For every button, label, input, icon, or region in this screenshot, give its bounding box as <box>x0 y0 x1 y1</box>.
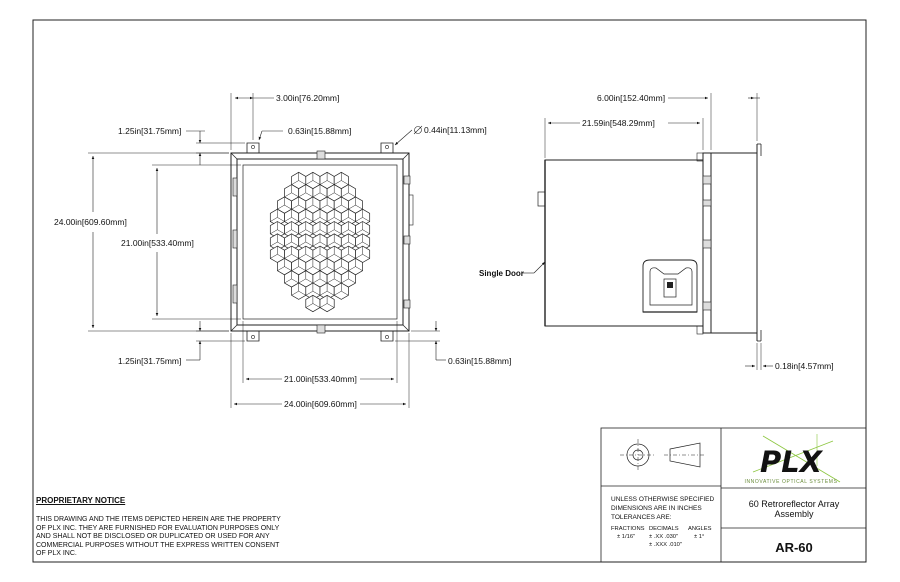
dim-inner-width: 21.00in[533.40mm] <box>284 374 357 384</box>
dim-left-flange: 1.25in[31.75mm] <box>118 126 182 136</box>
dim-tab-bottom: 0.63in[15.88mm] <box>448 356 512 366</box>
side-body <box>545 160 703 326</box>
svg-text:± 1°: ± 1° <box>694 534 705 540</box>
part-name: 60 Retroreflector Array <box>748 499 840 509</box>
dim-side-lip: 0.18in[4.57mm] <box>775 361 834 371</box>
svg-text:FRACTIONS: FRACTIONS <box>611 526 645 532</box>
handle-bracket <box>643 260 697 312</box>
svg-text:TOLERANCES ARE:: TOLERANCES ARE: <box>611 514 672 521</box>
svg-text:Assembly: Assembly <box>774 509 814 519</box>
sheet-border <box>33 20 866 562</box>
single-door-callout: Single Door <box>479 269 524 278</box>
svg-text:INNOVATIVE OPTICAL SYSTEMS: INNOVATIVE OPTICAL SYSTEMS <box>744 479 838 485</box>
mount-tab-bottom-right <box>381 331 393 341</box>
third-angle-projection-icon <box>620 439 706 471</box>
mount-tab-bottom-left <box>247 331 259 341</box>
dim-overall-height: 24.00in[609.60mm] <box>54 217 127 227</box>
svg-text:PLX: PLX <box>759 445 823 479</box>
retroreflector-array <box>270 172 369 311</box>
svg-text:ANGLES: ANGLES <box>688 526 712 532</box>
proprietary-notice-body: THIS DRAWING AND THE ITEMS DEPICTED HEREIN ARE THE PROPERTY OF PLX INC. THEY ARE FURNISHED FOR EVALUATION PURPOSES ONLY AND SHALL NOT BE DISCLOSED OR DUPLICATED OR USED FOR ANY COMMERCIAL PURPOSES WITHOUT THE EXPRESS WRITTEN CONSENT OF PLX INC. <box>36 516 281 558</box>
dim-overall-width: 24.00in[609.60mm] <box>284 399 357 409</box>
dim-inner-height: 21.00in[533.40mm] <box>121 238 194 248</box>
front-view <box>231 143 413 341</box>
mount-tab-top-right <box>381 143 393 153</box>
part-number: AR-60 <box>775 540 813 555</box>
proprietary-notice-title: PROPRIETARY NOTICE <box>36 496 126 505</box>
svg-text:UNLESS OTHERWISE SPECIFIED: UNLESS OTHERWISE SPECIFIED <box>611 496 715 503</box>
dim-tab-top: 0.63in[15.88mm] <box>288 126 352 136</box>
dim-side-width: 21.59in[548.29mm] <box>582 118 655 128</box>
dim-side-depth: 6.00in[152.40mm] <box>597 93 666 103</box>
svg-text:± 1/16": ± 1/16" <box>617 534 636 540</box>
svg-text:± .XXX .010": ± .XXX .010" <box>649 542 682 548</box>
title-block <box>601 428 866 562</box>
plx-logo <box>744 434 840 485</box>
mount-tab-top-left <box>247 143 259 153</box>
dim-top-offset: 3.00in[76.20mm] <box>276 93 340 103</box>
side-dimensions <box>479 93 834 371</box>
svg-text:DECIMALS: DECIMALS <box>649 526 679 532</box>
side-view <box>538 144 761 341</box>
svg-text:DIMENSIONS ARE IN INCHES: DIMENSIONS ARE IN INCHES <box>611 505 702 512</box>
dim-bottom-flange: 1.25in[31.75mm] <box>118 356 182 366</box>
side-rear <box>711 153 757 333</box>
svg-text:± .XX .030": ± .XX .030" <box>649 534 679 540</box>
dim-hole: 0.44in[11.13mm] <box>424 125 487 135</box>
